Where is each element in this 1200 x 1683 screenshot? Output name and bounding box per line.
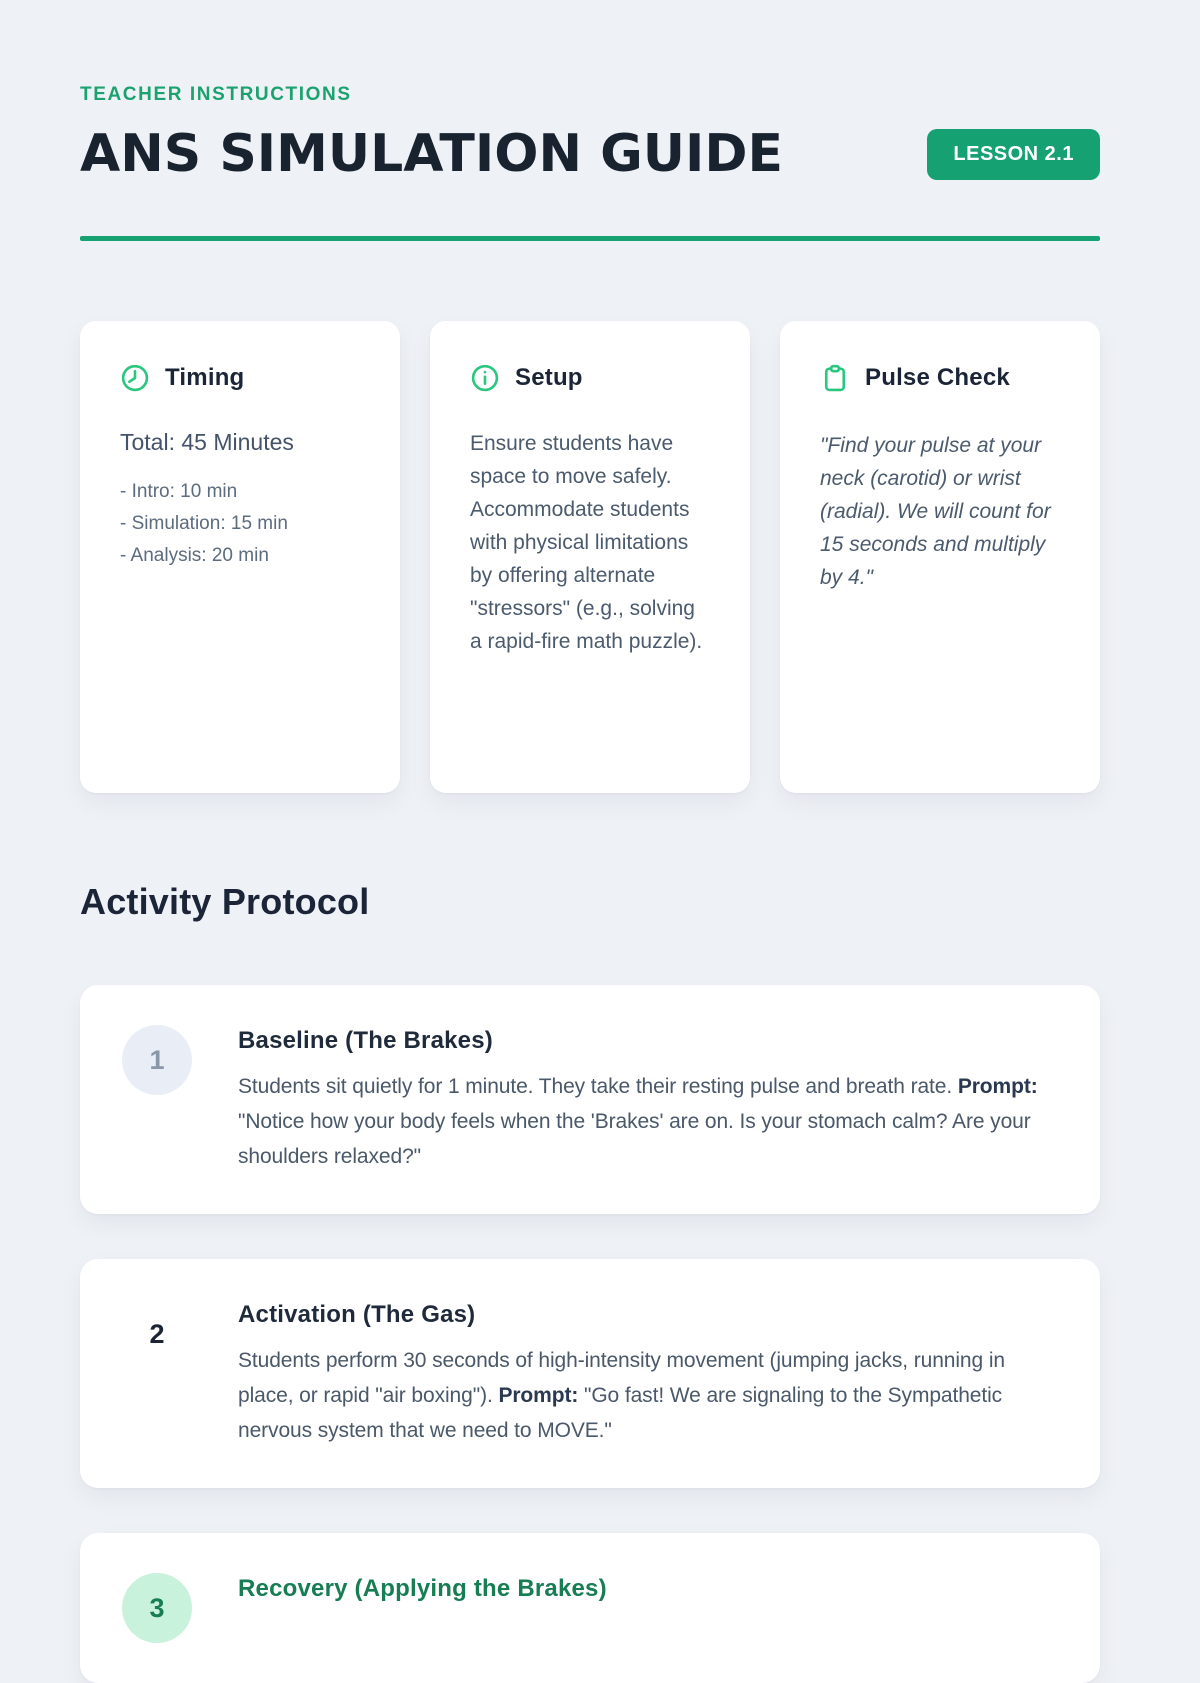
step-card-activation	[80, 1259, 1100, 1488]
step-content	[238, 1573, 607, 1643]
step-description	[238, 1343, 1052, 1448]
pulse-check-card	[780, 321, 1100, 793]
timing-item: - Intro: 10 min	[120, 481, 238, 502]
info-icon	[470, 363, 500, 393]
timing-total: Total: 45 Minutes	[120, 429, 294, 455]
step-text: Students sit quietly for 1 minute. They take their resting pulse and breath rate.	[238, 1075, 958, 1098]
step-card-recovery	[80, 1533, 1100, 1683]
lesson-badge: LESSON 2.1	[927, 129, 1100, 180]
setup-card-title: Setup	[515, 364, 583, 391]
step-number-badge: 1	[122, 1025, 192, 1095]
clock-icon	[120, 363, 150, 393]
timing-card-header	[120, 363, 360, 393]
step-quote: "Go fast! We are signaling to the Sympathetic nervous system that we need to MOVE."	[238, 1384, 1003, 1442]
title-row	[80, 124, 1100, 184]
timing-item: - Simulation: 15 min	[120, 513, 288, 534]
pulse-check-card-header	[820, 363, 1060, 393]
timing-item: - Analysis: 20 min	[120, 545, 269, 566]
guide-header	[80, 84, 1100, 241]
eyebrow-label: TEACHER INSTRUCTIONS	[80, 84, 352, 105]
timing-card	[80, 321, 400, 793]
step-description	[238, 1069, 1052, 1174]
setup-card	[430, 321, 750, 793]
timing-breakdown-list	[120, 476, 360, 572]
step-content	[238, 1025, 1052, 1174]
step-title: Baseline (The Brakes)	[238, 1027, 493, 1054]
step-quote: "Notice how your body feels when the 'Brakes' are on. Is your stomach calm? Are your shoulders relaxed?"	[238, 1110, 1031, 1168]
prompt-label: Prompt:	[957, 1075, 1038, 1098]
page-title: ANS SIMULATION GUIDE	[80, 124, 784, 184]
step-title: Activation (The Gas)	[238, 1301, 476, 1328]
step-number-badge: 2	[149, 1318, 165, 1349]
prompt-label: Prompt:	[498, 1384, 579, 1407]
pulse-check-script: "Find your pulse at your neck (carotid) or wrist (radial). We will count for 15 seconds and multiply by 4."	[820, 434, 1051, 589]
setup-instructions: Ensure students have space to move safely. Accommodate students with physical limitations by offering alternate "stressors" (e.g., solving a rapid-fire math puzzle).	[470, 432, 703, 653]
activity-protocol-heading: Activity Protocol	[80, 881, 370, 922]
info-cards-row	[80, 321, 1100, 793]
step-content	[238, 1299, 1052, 1448]
pulse-check-card-title: Pulse Check	[865, 364, 1010, 391]
step-card-baseline	[80, 985, 1100, 1214]
step-text: Students perform 30 seconds of high-intensity movement (jumping jacks, running in place, or rapid "air boxing").	[238, 1349, 1005, 1407]
setup-card-header	[470, 363, 710, 393]
divider-rule	[80, 236, 1100, 241]
step-number-badge: 3	[122, 1573, 192, 1643]
timing-card-title: Timing	[165, 364, 245, 391]
clipboard-icon	[820, 363, 850, 393]
step-title: Recovery (Applying the Brakes)	[238, 1575, 607, 1602]
